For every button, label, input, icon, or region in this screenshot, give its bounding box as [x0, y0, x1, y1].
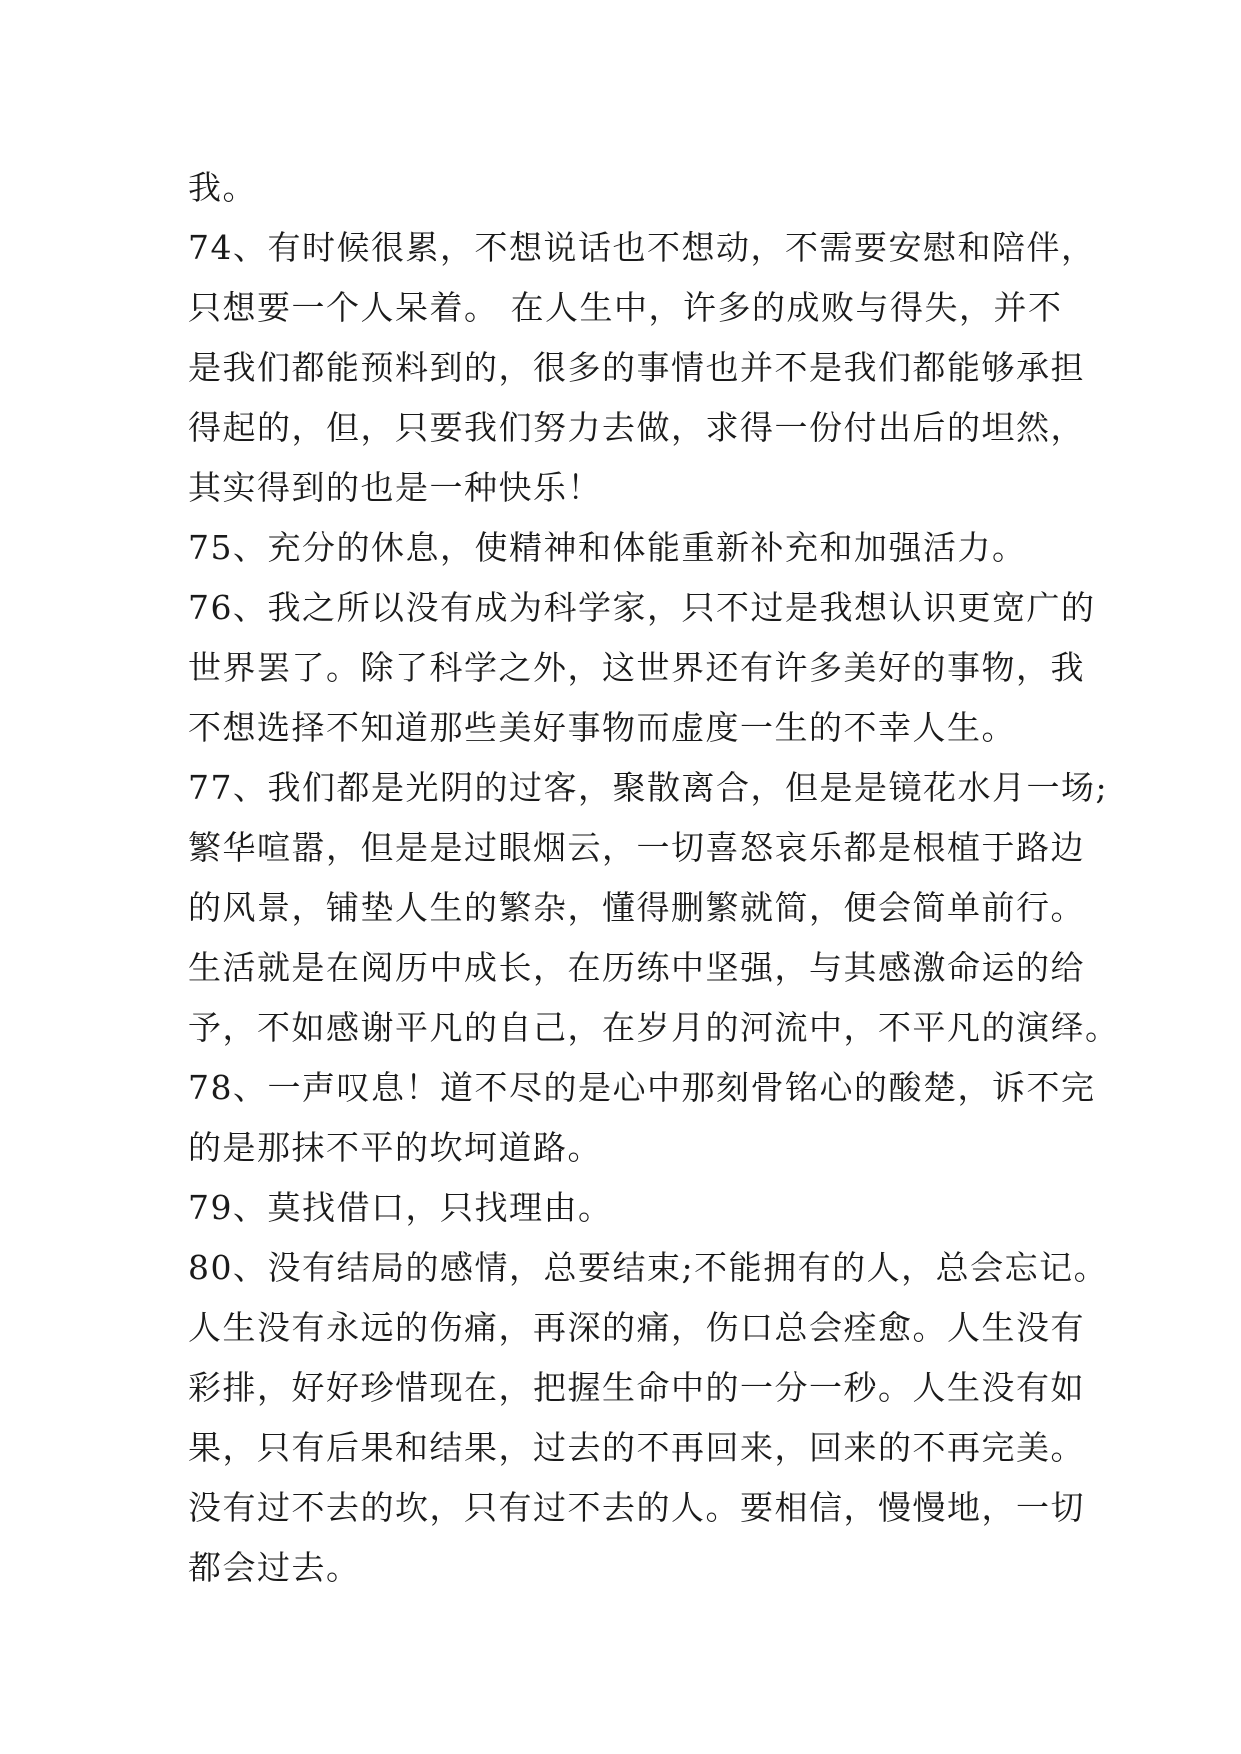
text-line: 76、我之所以没有成为科学家，只不过是我想认识更宽广的 — [188, 588, 1096, 627]
text-line: 80、没有结局的感情，总要结束;不能拥有的人，总会忘记。 — [188, 1248, 1109, 1287]
text-line: 没有过不去的坎，只有过不去的人。要相信，慢慢地，一切 — [188, 1488, 1085, 1527]
text-line: 不想选择不知道那些美好事物而虚度一生的不幸人生。 — [188, 708, 1016, 747]
text-line: 是我们都能预料到的，很多的事情也并不是我们都能够承担 — [188, 348, 1085, 387]
body-text — [188, 158, 1120, 1598]
text-line: 77、我们都是光阴的过客，聚散离合，但是是镜花水月一场; — [188, 768, 1109, 807]
text-line: 79、莫找借口，只找理由。 — [188, 1188, 613, 1227]
text-line: 予，不如感谢平凡的自己，在岁月的河流中，不平凡的演绎。 — [188, 1008, 1120, 1047]
text-line: 生活就是在阅历中成长，在历练中坚强，与其感激命运的给 — [188, 948, 1085, 987]
text-line: 得起的，但，只要我们努力去做，求得一份付出后的坦然， — [188, 408, 1085, 447]
text-line: 只想要一个人呆着。 在人生中，许多的成败与得失，并不 — [188, 288, 1063, 327]
text-line: 彩排，好好珍惜现在，把握生命中的一分一秒。人生没有如 — [188, 1368, 1085, 1407]
text-line: 人生没有永远的伤痛，再深的痛，伤口总会痊愈。人生没有 — [188, 1308, 1085, 1347]
text-line: 世界罢了。除了科学之外，这世界还有许多美好的事物，我 — [188, 648, 1085, 687]
text-line: 其实得到的也是一种快乐！ — [188, 468, 602, 507]
text-line: 果，只有后果和结果，过去的不再回来，回来的不再完美。 — [188, 1428, 1085, 1467]
text-line: 我。 — [188, 168, 257, 207]
text-line: 的是那抹不平的坎坷道路。 — [188, 1128, 602, 1167]
text-line: 都会过去。 — [188, 1548, 361, 1587]
text-line: 的风景，铺垫人生的繁杂，懂得删繁就简，便会简单前行。 — [188, 888, 1085, 927]
text-line: 74、有时候很累，不想说话也不想动，不需要安慰和陪伴， — [188, 228, 1096, 267]
text-line: 繁华喧嚣，但是是过眼烟云，一切喜怒哀乐都是根植于路边 — [188, 828, 1085, 867]
text-line: 75、充分的休息，使精神和体能重新补充和加强活力。 — [188, 528, 1027, 567]
text-line: 78、一声叹息！道不尽的是心中那刻骨铭心的酸楚，诉不完 — [188, 1068, 1096, 1107]
